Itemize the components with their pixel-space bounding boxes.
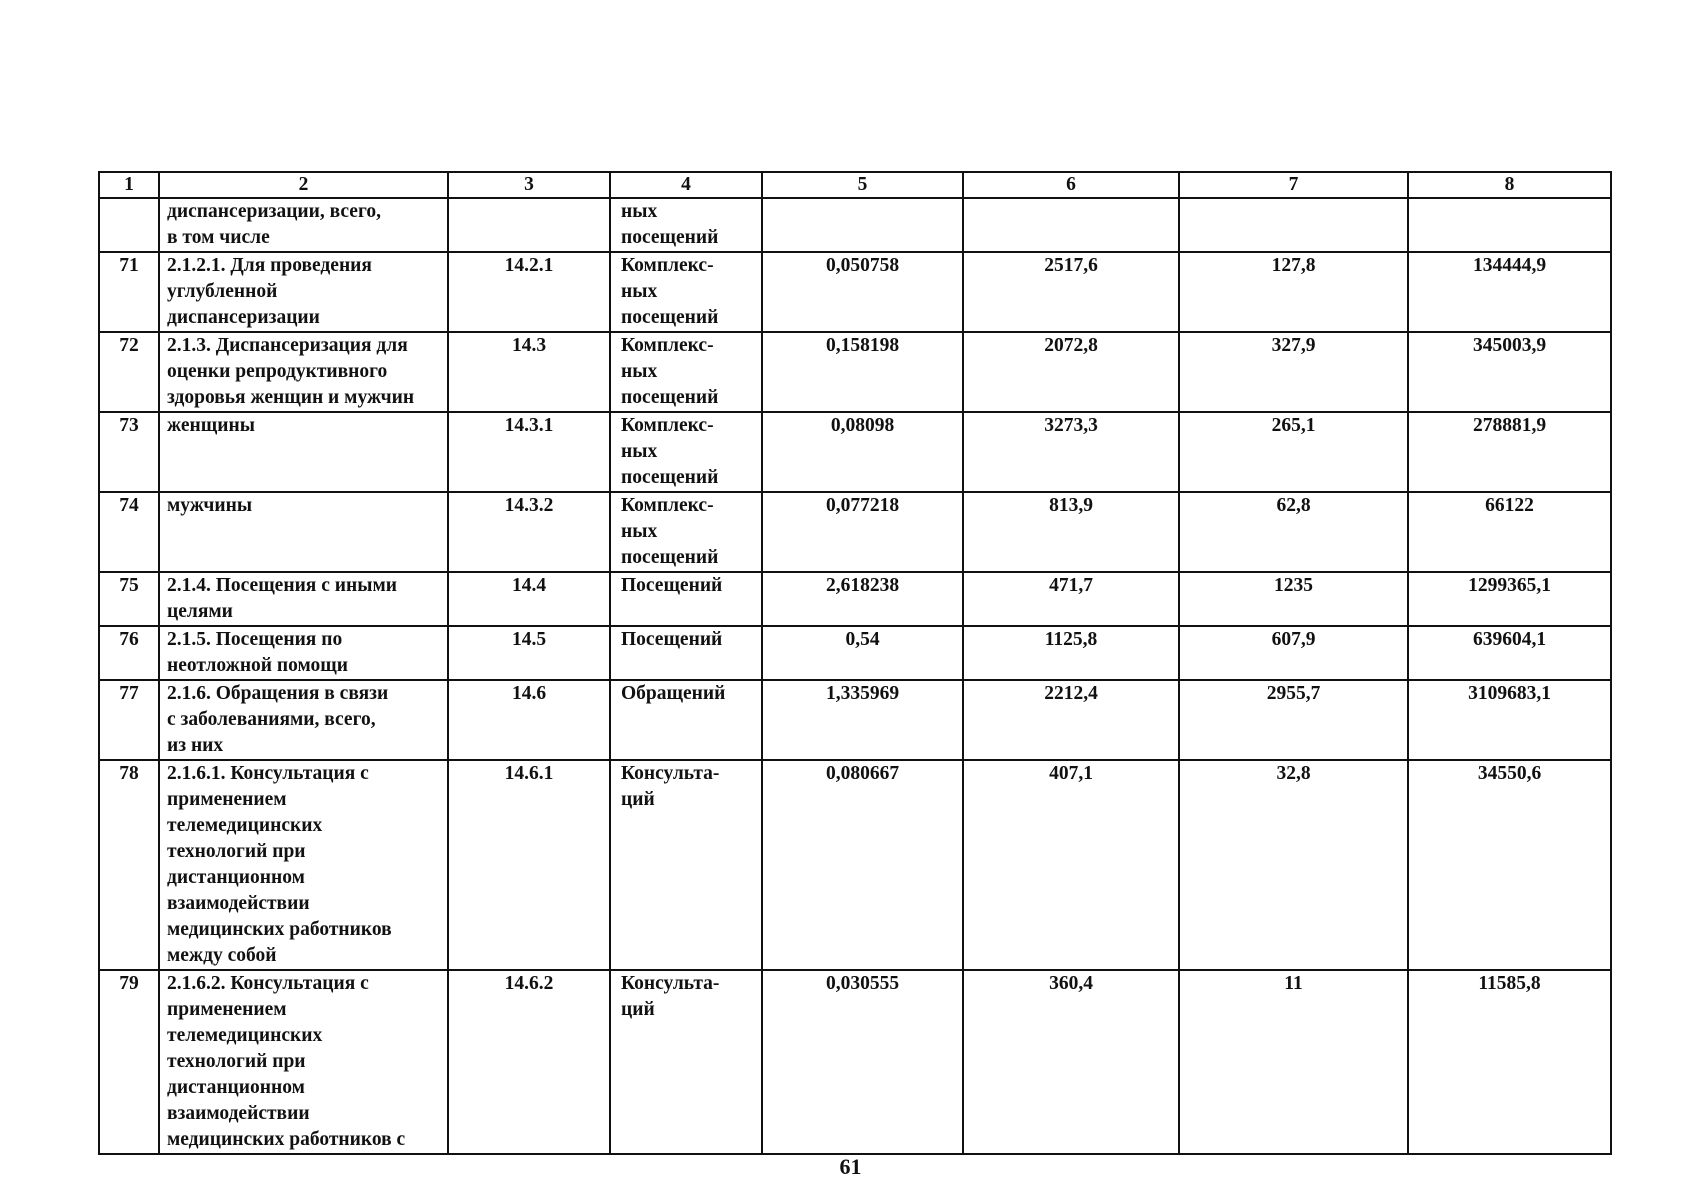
code-cell: 14.3 — [448, 332, 610, 412]
name-cell-line: технологий при — [167, 841, 306, 862]
unit-cell — [610, 198, 762, 252]
column-header: 3 — [448, 172, 610, 198]
unit-cell — [610, 332, 762, 412]
unit-cell-line: ных — [621, 441, 658, 462]
column-header: 5 — [762, 172, 963, 198]
value-cell-8: 34550,6 — [1408, 760, 1611, 970]
name-cell — [159, 680, 448, 760]
unit-cell-line: ных — [621, 361, 658, 382]
name-cell — [159, 492, 448, 572]
name-cell-line: углубленной — [167, 281, 278, 302]
unit-cell-line: посещений — [621, 227, 719, 248]
name-cell-line: телемедицинских — [167, 815, 323, 836]
name-cell — [159, 198, 448, 252]
unit-cell-line: посещений — [621, 307, 719, 328]
value-cell-7: 11 — [1179, 970, 1408, 1154]
row-number-cell: 78 — [99, 760, 159, 970]
unit-cell-line: посещений — [621, 547, 719, 568]
unit-cell — [610, 760, 762, 970]
unit-cell-line: Посещений — [621, 575, 723, 596]
value-cell-6 — [963, 198, 1179, 252]
row-number-cell — [99, 198, 159, 252]
table-row — [99, 492, 1611, 572]
name-cell-line: оценки репродуктивного — [167, 361, 388, 382]
column-header: 6 — [963, 172, 1179, 198]
table-row — [99, 572, 1611, 626]
unit-cell — [610, 680, 762, 760]
row-number-cell: 73 — [99, 412, 159, 492]
value-cell-6: 2212,4 — [963, 680, 1179, 760]
value-cell-8 — [1408, 198, 1611, 252]
value-cell-6: 2072,8 — [963, 332, 1179, 412]
unit-cell-line: ций — [621, 999, 655, 1020]
data-table — [98, 171, 1612, 1155]
column-header: 8 — [1408, 172, 1611, 198]
row-number-cell: 76 — [99, 626, 159, 680]
table-row — [99, 412, 1611, 492]
value-cell-7: 32,8 — [1179, 760, 1408, 970]
code-cell: 14.6 — [448, 680, 610, 760]
name-cell-line: дистанционном — [167, 1077, 305, 1098]
name-cell-line: 2.1.6.2. Консультация с — [167, 973, 369, 994]
table-row — [99, 252, 1611, 332]
unit-cell-line: ных — [621, 201, 658, 222]
name-cell-line: медицинских работников — [167, 919, 392, 940]
header-row — [99, 172, 1611, 198]
name-cell-line: между собой — [167, 945, 277, 966]
name-cell — [159, 760, 448, 970]
row-number-cell: 72 — [99, 332, 159, 412]
value-cell-6: 407,1 — [963, 760, 1179, 970]
name-cell-line: в том числе — [167, 227, 270, 248]
value-cell-5: 0,080667 — [762, 760, 963, 970]
unit-cell-line: Комплекс- — [621, 255, 714, 276]
value-cell-6: 1125,8 — [963, 626, 1179, 680]
value-cell-8: 11585,8 — [1408, 970, 1611, 1154]
unit-cell-line: ций — [621, 789, 655, 810]
value-cell-7: 127,8 — [1179, 252, 1408, 332]
row-number-cell: 79 — [99, 970, 159, 1154]
unit-cell — [610, 252, 762, 332]
name-cell-line: целями — [167, 601, 233, 622]
name-cell-line: 2.1.4. Посещения с иными — [167, 575, 397, 596]
name-cell-line: из них — [167, 735, 224, 756]
name-cell — [159, 970, 448, 1154]
code-cell: 14.2.1 — [448, 252, 610, 332]
value-cell-5: 0,030555 — [762, 970, 963, 1154]
code-cell: 14.3.2 — [448, 492, 610, 572]
name-cell-line: медицинских работников с — [167, 1129, 406, 1150]
row-number-cell: 74 — [99, 492, 159, 572]
name-cell-line: взаимодействии — [167, 893, 310, 914]
code-cell: 14.6.1 — [448, 760, 610, 970]
code-cell: 14.6.2 — [448, 970, 610, 1154]
name-cell — [159, 332, 448, 412]
name-cell — [159, 572, 448, 626]
table-row — [99, 332, 1611, 412]
name-cell-line: дистанционном — [167, 867, 305, 888]
name-cell-line: 2.1.6.1. Консультация с — [167, 763, 369, 784]
name-cell-line: 2.1.2.1. Для проведения — [167, 255, 372, 276]
value-cell-5: 0,077218 — [762, 492, 963, 572]
name-cell-line: применением — [167, 999, 287, 1020]
unit-cell-line: Консульта- — [621, 763, 720, 784]
value-cell-6: 471,7 — [963, 572, 1179, 626]
unit-cell-line: посещений — [621, 387, 719, 408]
unit-cell — [610, 626, 762, 680]
value-cell-7: 2955,7 — [1179, 680, 1408, 760]
unit-cell-line: Комплекс- — [621, 495, 714, 516]
name-cell-line: 2.1.6. Обращения в связи — [167, 683, 389, 704]
name-cell-line: женщины — [167, 415, 255, 436]
value-cell-5: 0,158198 — [762, 332, 963, 412]
unit-cell — [610, 572, 762, 626]
name-cell-line: с заболеваниями, всего, — [167, 709, 376, 730]
name-cell — [159, 252, 448, 332]
value-cell-5 — [762, 198, 963, 252]
name-cell-line: неотложной помощи — [167, 655, 349, 676]
name-cell-line: диспансеризации — [167, 307, 320, 328]
unit-cell — [610, 970, 762, 1154]
row-number-cell: 75 — [99, 572, 159, 626]
unit-cell — [610, 412, 762, 492]
table-row — [99, 198, 1611, 252]
unit-cell-line: посещений — [621, 467, 719, 488]
value-cell-8: 639604,1 — [1408, 626, 1611, 680]
table-row — [99, 970, 1611, 1154]
value-cell-6: 813,9 — [963, 492, 1179, 572]
table-body — [99, 198, 1611, 1154]
value-cell-8: 278881,9 — [1408, 412, 1611, 492]
unit-cell-line: Обращений — [621, 683, 726, 704]
name-cell-line: диспансеризации, всего, — [167, 201, 381, 222]
table-row — [99, 680, 1611, 760]
unit-cell-line: Комплекс- — [621, 335, 714, 356]
table-row — [99, 760, 1611, 970]
name-cell-line: 2.1.5. Посещения по — [167, 629, 343, 650]
name-cell-line: взаимодействии — [167, 1103, 310, 1124]
value-cell-6: 2517,6 — [963, 252, 1179, 332]
value-cell-7: 62,8 — [1179, 492, 1408, 572]
value-cell-8: 3109683,1 — [1408, 680, 1611, 760]
column-header: 4 — [610, 172, 762, 198]
row-number-cell: 77 — [99, 680, 159, 760]
value-cell-8: 66122 — [1408, 492, 1611, 572]
value-cell-8: 345003,9 — [1408, 332, 1611, 412]
value-cell-7: 265,1 — [1179, 412, 1408, 492]
column-header: 1 — [99, 172, 159, 198]
value-cell-6: 360,4 — [963, 970, 1179, 1154]
name-cell-line: телемедицинских — [167, 1025, 323, 1046]
column-header: 2 — [159, 172, 448, 198]
value-cell-7 — [1179, 198, 1408, 252]
code-cell: 14.5 — [448, 626, 610, 680]
value-cell-5: 0,050758 — [762, 252, 963, 332]
unit-cell-line: Консульта- — [621, 973, 720, 994]
table-row — [99, 626, 1611, 680]
page-number: 61 — [839, 1154, 862, 1179]
name-cell — [159, 626, 448, 680]
value-cell-7: 607,9 — [1179, 626, 1408, 680]
unit-cell-line: ных — [621, 521, 658, 542]
row-number-cell: 71 — [99, 252, 159, 332]
name-cell-line: технологий при — [167, 1051, 306, 1072]
code-cell: 14.3.1 — [448, 412, 610, 492]
value-cell-5: 2,618238 — [762, 572, 963, 626]
code-cell — [448, 198, 610, 252]
unit-cell — [610, 492, 762, 572]
unit-cell-line: Комплекс- — [621, 415, 714, 436]
name-cell-line: мужчины — [167, 495, 253, 516]
name-cell — [159, 412, 448, 492]
value-cell-8: 1299365,1 — [1408, 572, 1611, 626]
unit-cell-line: Посещений — [621, 629, 723, 650]
name-cell-line: применением — [167, 789, 287, 810]
value-cell-5: 0,54 — [762, 626, 963, 680]
column-header: 7 — [1179, 172, 1408, 198]
value-cell-5: 1,335969 — [762, 680, 963, 760]
unit-cell-line: ных — [621, 281, 658, 302]
value-cell-8: 134444,9 — [1408, 252, 1611, 332]
name-cell-line: 2.1.3. Диспансеризация для — [167, 335, 408, 356]
value-cell-5: 0,08098 — [762, 412, 963, 492]
value-cell-7: 1235 — [1179, 572, 1408, 626]
code-cell: 14.4 — [448, 572, 610, 626]
value-cell-7: 327,9 — [1179, 332, 1408, 412]
value-cell-6: 3273,3 — [963, 412, 1179, 492]
name-cell-line: здоровья женщин и мужчин — [167, 387, 415, 408]
